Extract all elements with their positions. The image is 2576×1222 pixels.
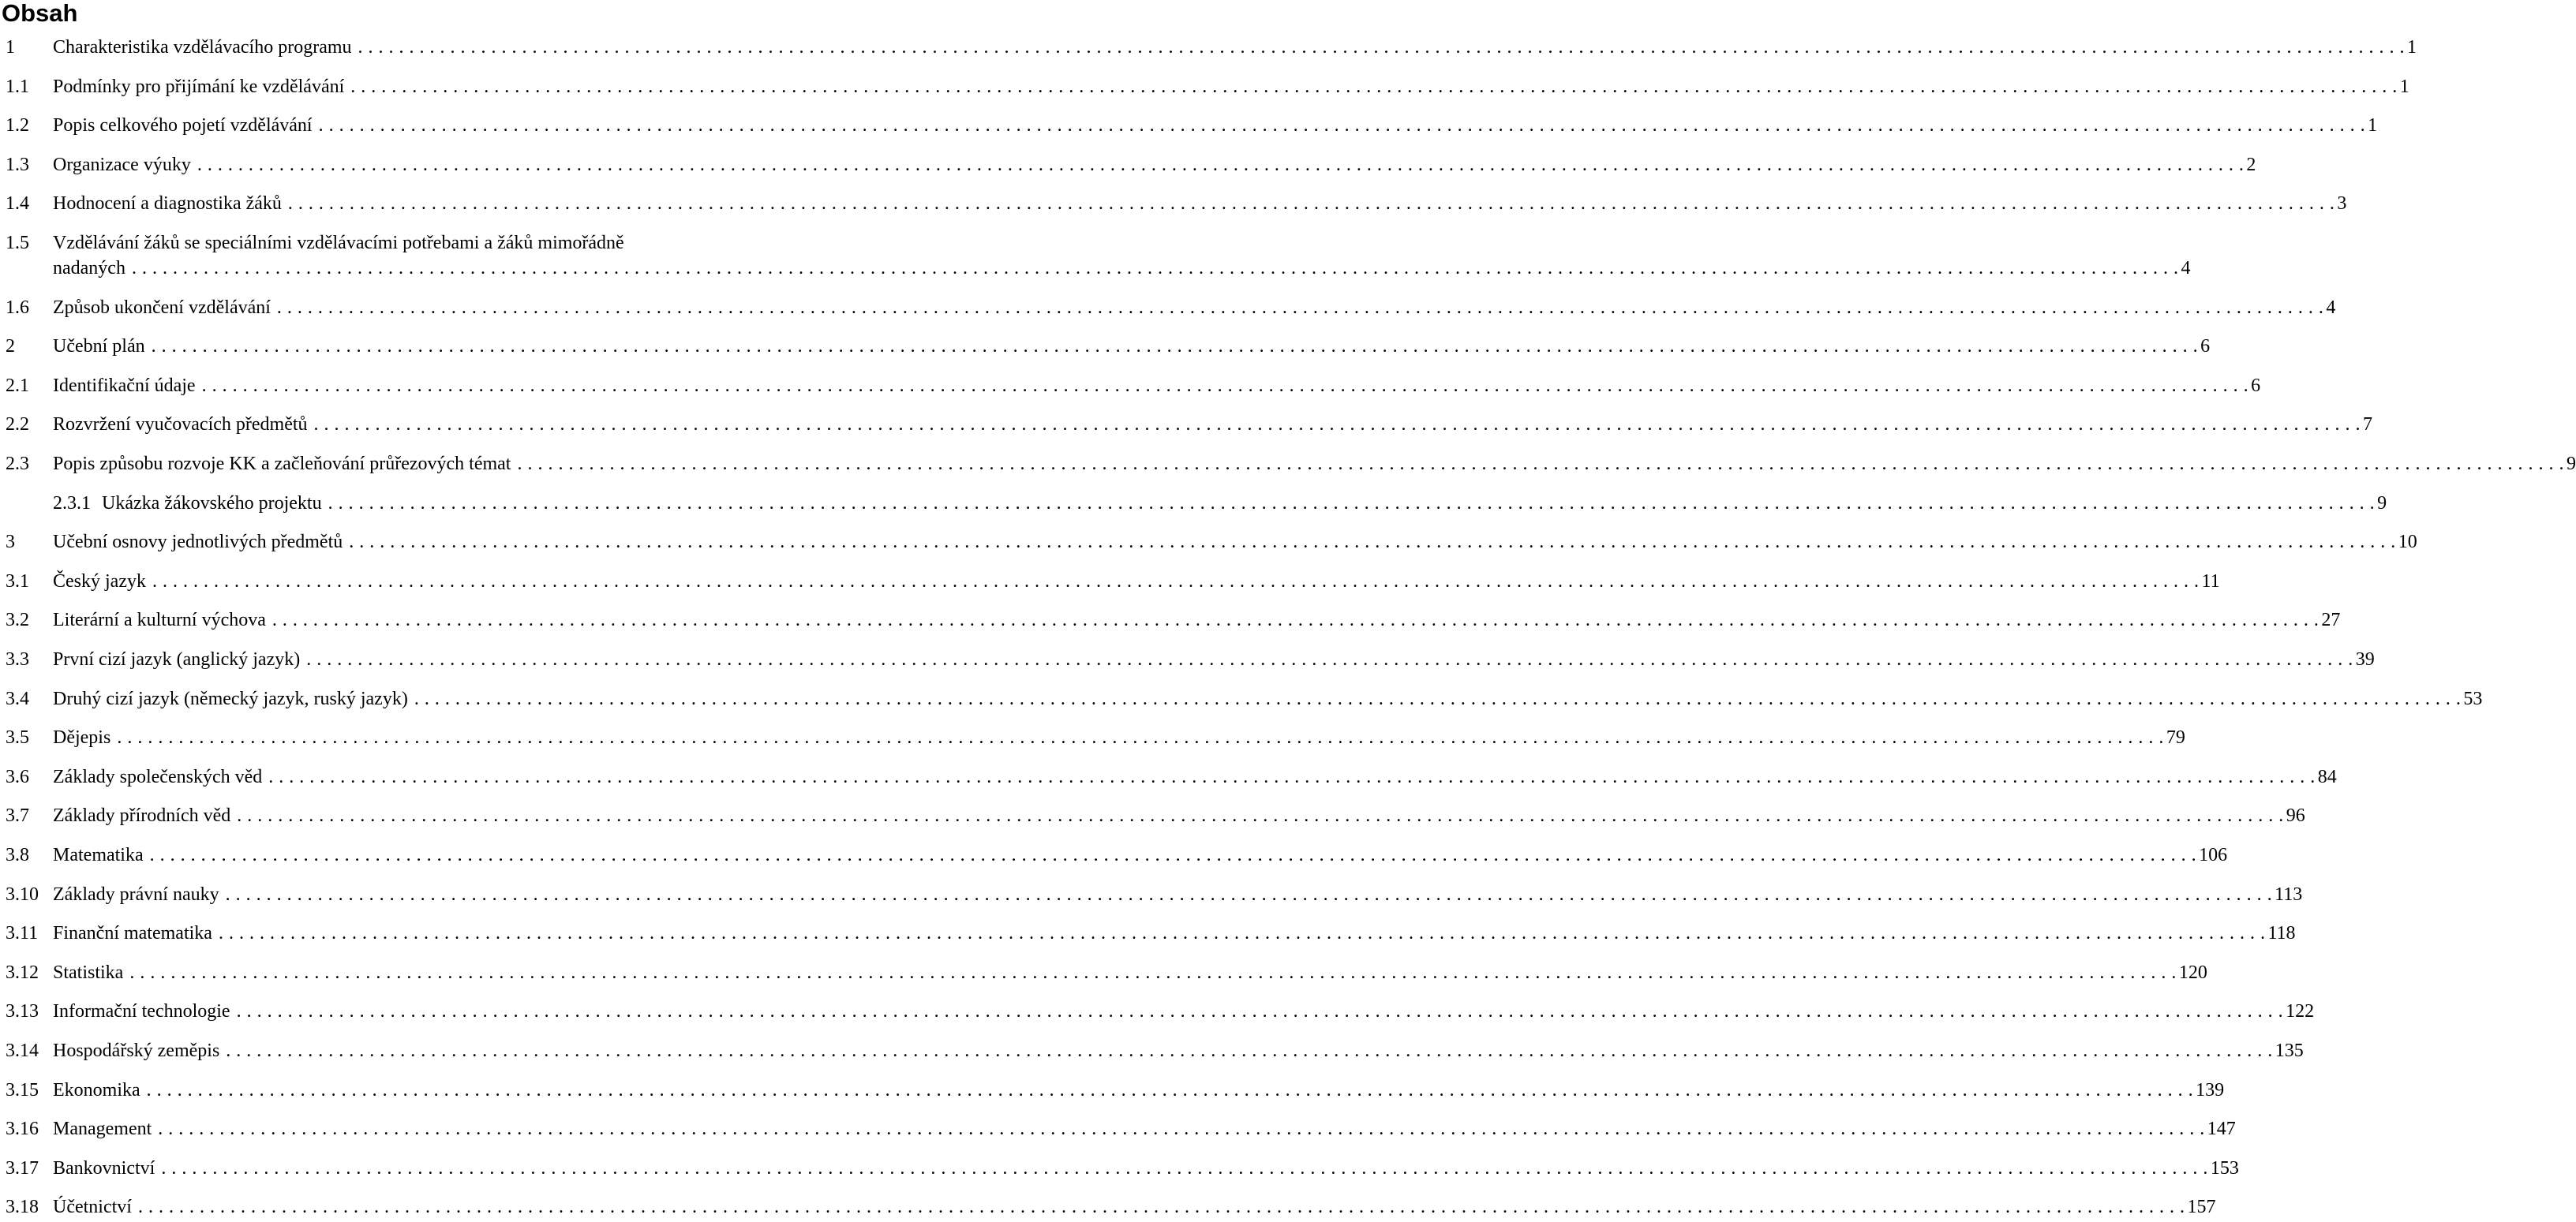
toc-dot-leader: . . . . . . . . . . . . . . . . . . . . . . . . . . . . . . . . . . . . . . . . . . . . . . . . . . . . . . . . . . . . . . . . . . . . . . . . . . . . . . . . . . . . . . . . . . . . . . . . . . . . . . . . . . . . . . . . . . . . . . . . . . . . . . . . . . . . . . . . . . . . . . . . . . . . . . . . . . . . . . . . . . . . . . . . . . . . . . . . . . . . . . . . . . . . . . . . . . . . . . . .	[151, 336, 2199, 357]
toc-dot-leader: . . . . . . . . . . . . . . . . . . . . . . . . . . . . . . . . . . . . . . . . . . . . . . . . . . . . . . . . . . . . . . . . . . . . . . . . . . . . . . . . . . . . . . . . . . . . . . . . . . . . . . . . . . . . . . . . . . . . . . . . . . . . . . . . . . . . . . . . . . . . . . . . . . . . . . . . . . . . . . . . . . . . . . . . . . . . . . . . . . . . . . . . . . . . . . . . . . . . . . . .	[201, 375, 2249, 396]
toc-entry-number: 3.4	[6, 688, 29, 709]
toc-dot-leader: . . . . . . . . . . . . . . . . . . . . . . . . . . . . . . . . . . . . . . . . . . . . . . . . . . . . . . . . . . . . . . . . . . . . . . . . . . . . . . . . . . . . . . . . . . . . . . . . . . . . . . . . . . . . . . . . . . . . . . . . . . . . . . . . . . . . . . . . . . . . . . . . . . . . . . . . . . . . . . . . . . . . . . . . . . . . . . . . . . . . . . . . . . . . . . . . . . . . . . . .	[350, 76, 2398, 97]
toc-entry[interactable]	[0, 883, 2303, 906]
toc-entry-number: 3.11	[6, 923, 39, 944]
toc-entry-title: Základy právní nauky	[53, 884, 219, 905]
toc-entry-page: 139	[2196, 1079, 2225, 1101]
toc-entry-page: 153	[2210, 1157, 2239, 1179]
toc-entry-number: 3.7	[6, 805, 29, 827]
toc-entry[interactable]	[0, 648, 2375, 671]
toc-entry-page: 9	[2566, 454, 2576, 474]
toc-entry-number: 3.15	[6, 1079, 39, 1101]
toc-dot-leader: . . . . . . . . . . . . . . . . . . . . . . . . . . . . . . . . . . . . . . . . . . . . . . . . . . . . . . . . . . . . . . . . . . . . . . . . . . . . . . . . . . . . . . . . . . . . . . . . . . . . . . . . . . . . . . . . . . . . . . . . . . . . . . . . . . . . . . . . . . . . . . . . . . . . . . . . . . . . . . . . . . . . . . . . . . . . . . . . . . . . . . . . . . . . . . . . . . . . . . . .	[268, 766, 2316, 787]
toc-entry-number: 1.3	[6, 154, 29, 175]
toc-dot-leader: . . . . . . . . . . . . . . . . . . . . . . . . . . . . . . . . . . . . . . . . . . . . . . . . . . . . . . . . . . . . . . . . . . . . . . . . . . . . . . . . . . . . . . . . . . . . . . . . . . . . . . . . . . . . . . . . . . . . . . . . . . . . . . . . . . . . . . . . . . . . . . . . . . . . . . . . . . . . . . . . . . . . . . . . . . . . . . . . . . . . . . . . . . . . . . . . . . . . . . . .	[152, 570, 2200, 592]
toc-dot-leader: . . . . . . . . . . . . . . . . . . . . . . . . . . . . . . . . . . . . . . . . . . . . . . . . . . . . . . . . . . . . . . . . . . . . . . . . . . . . . . . . . . . . . . . . . . . . . . . . . . . . . . . . . . . . . . . . . . . . . . . . . . . . . . . . . . . . . . . . . . . . . . . . . . . . . . . . . . . . . . . . . . . . . . . . . . . . . . . . . . . . . . . . . . . . . . . . . . . . . . . .	[349, 532, 2396, 553]
toc-dot-leader: . . . . . . . . . . . . . . . . . . . . . . . . . . . . . . . . . . . . . . . . . . . . . . . . . . . . . . . . . . . . . . . . . . . . . . . . . . . . . . . . . . . . . . . . . . . . . . . . . . . . . . . . . . . . . . . . . . . . . . . . . . . . . . . . . . . . . . . . . . . . . . . . . . . . . . . . . . . . . . . . . . . . . . . . . . . . . . . . . . . . . . . . . . . . . . . . . . . . . . . .	[517, 454, 2564, 474]
toc-entry[interactable]	[0, 1157, 2239, 1180]
toc-dot-leader: . . . . . . . . . . . . . . . . . . . . . . . . . . . . . . . . . . . . . . . . . . . . . . . . . . . . . . . . . . . . . . . . . . . . . . . . . . . . . . . . . . . . . . . . . . . . . . . . . . . . . . . . . . . . . . . . . . . . . . . . . . . . . . . . . . . . . . . . . . . . . . . . . . . . . . . . . . . . . . . . . . . . . . . . . . . . . . . . . . . . . . . . . . . . . . . . . . . . . . . .	[218, 923, 2266, 944]
toc-entry-number: 3.3	[6, 649, 29, 670]
toc-entry-number: 2	[6, 336, 15, 357]
toc-entry-title: Informační technologie	[53, 1001, 230, 1022]
toc-entry[interactable]	[0, 804, 2305, 828]
toc-entry-title: Identifikační údaje	[53, 375, 196, 396]
toc-dot-leader: . . . . . . . . . . . . . . . . . . . . . . . . . . . . . . . . . . . . . . . . . . . . . . . . . . . . . . . . . . . . . . . . . . . . . . . . . . . . . . . . . . . . . . . . . . . . . . . . . . . . . . . . . . . . . . . . . . . . . . . . . . . . . . . . . . . . . . . . . . . . . . . . . . . . . . . . . . . . . . . . . . . . . . . . . . . . . . . . . . . . . . . . . . . . . . . . . . . . . . . .	[226, 1041, 2273, 1061]
toc-entry[interactable]	[0, 1117, 2236, 1141]
toc-entry-title: Organizace výuky	[53, 154, 191, 175]
toc-entry-title: Bankovnictví	[53, 1157, 155, 1179]
toc-entry-page: 1	[2407, 37, 2417, 58]
toc-entry-title: Český jazyk	[53, 570, 146, 592]
toc-entry-title: Ukázka žákovského projektu	[102, 492, 322, 514]
toc-entry-number: 2.2	[6, 414, 29, 435]
toc-dot-leader: . . . . . . . . . . . . . . . . . . . . . . . . . . . . . . . . . . . . . . . . . . . . . . . . . . . . . . . . . . . . . . . . . . . . . . . . . . . . . . . . . . . . . . . . . . . . . . . . . . . . . . . . . . . . . . . . . . . . . . . . . . . . . . . . . . . . . . . . . . . . . . . . . . . . . . . . . . . . . . . . . . . . . . . . . . . . . . . . . . . . . . . . . . . . . . . . . . . . . . . .	[306, 649, 2353, 670]
toc-entry[interactable]	[0, 1039, 2304, 1063]
toc-entry-number: 3.1	[6, 570, 29, 592]
toc-entry-number: 1	[6, 37, 15, 58]
toc-dot-leader: . . . . . . . . . . . . . . . . . . . . . . . . . . . . . . . . . . . . . . . . . . . . . . . . . . . . . . . . . . . . . . . . . . . . . . . . . . . . . . . . . . . . . . . . . . . . . . . . . . . . . . . . . . . . . . . . . . . . . . . . . . . . . . . . . . . . . . . . . . . . . . . . . . . . . . . . . . . . . . . . . . . . . . . . . . . . . . . . . . . . . . . . . . . . . . . . . . . . . . . .	[414, 688, 2462, 709]
toc-entry-title: Matematika	[53, 845, 144, 865]
toc-entry[interactable]	[0, 36, 2417, 59]
toc-entry-page: 53	[2463, 688, 2483, 709]
toc-entry-page: 1	[2399, 76, 2409, 97]
toc-entry-number: 3.14	[6, 1041, 39, 1061]
toc-entry-number: 3.17	[6, 1157, 39, 1179]
toc-entry[interactable]	[0, 413, 2373, 436]
toc-entry-continuation[interactable]	[0, 256, 2191, 280]
toc-entry-title-continued: nadaných	[53, 258, 125, 278]
toc-entry[interactable]	[0, 1078, 2225, 1102]
toc-entry-title: Rozvržení vyučovacích předmětů	[53, 414, 308, 435]
toc-dot-leader: . . . . . . . . . . . . . . . . . . . . . . . . . . . . . . . . . . . . . . . . . . . . . . . . . . . . . . . . . . . . . . . . . . . . . . . . . . . . . . . . . . . . . . . . . . . . . . . . . . . . . . . . . . . . . . . . . . . . . . . . . . . . . . . . . . . . . . . . . . . . . . . . . . . . . . . . . . . . . . . . . . . . . . . . . . . . . . . . . . . . . . . . . . . . . . . . . . . . . . . .	[237, 805, 2284, 827]
toc-dot-leader: . . . . . . . . . . . . . . . . . . . . . . . . . . . . . . . . . . . . . . . . . . . . . . . . . . . . . . . . . . . . . . . . . . . . . . . . . . . . . . . . . . . . . . . . . . . . . . . . . . . . . . . . . . . . . . . . . . . . . . . . . . . . . . . . . . . . . . . . . . . . . . . . . . . . . . . . . . . . . . . . . . . . . . . . . . . . . . . . . . . . . . . . . . . . . . . . . . . . . . . .	[225, 884, 2273, 905]
toc-entry-number: 3	[6, 532, 15, 553]
toc-entry[interactable]	[0, 153, 2256, 177]
toc-entry-number: 3.10	[6, 884, 39, 905]
toc-entry-title: Ekonomika	[53, 1079, 140, 1101]
toc-entry-title: Základy společenských věd	[53, 766, 263, 787]
toc-entry-title: Popis celkového pojetí vzdělávání	[53, 115, 313, 136]
toc-entry-page: 6	[2200, 336, 2211, 357]
toc-entry[interactable]	[0, 608, 2341, 632]
toc-entry-number: 3.18	[6, 1197, 39, 1218]
toc-entry[interactable]	[0, 491, 2387, 515]
toc-entry-title: Učební plán	[53, 336, 145, 357]
toc-entry-number: 2.3	[6, 454, 29, 474]
toc-entry[interactable]	[0, 687, 2483, 711]
toc-dot-leader: . . . . . . . . . . . . . . . . . . . . . . . . . . . . . . . . . . . . . . . . . . . . . . . . . . . . . . . . . . . . . . . . . . . . . . . . . . . . . . . . . . . . . . . . . . . . . . . . . . . . . . . . . . . . . . . . . . . . . . . . . . . . . . . . . . . . . . . . . . . . . . . . . . . . . . . . . . . . . . . . . . . . . . . . . . . . . . . . . . . . . . . . . . . . . . . . . . . . . . . .	[236, 1001, 2284, 1022]
toc-entry-page: 96	[2286, 805, 2305, 827]
toc-entry-page: 6	[2251, 375, 2261, 396]
toc-dot-leader: . . . . . . . . . . . . . . . . . . . . . . . . . . . . . . . . . . . . . . . . . . . . . . . . . . . . . . . . . . . . . . . . . . . . . . . . . . . . . . . . . . . . . . . . . . . . . . . . . . . . . . . . . . . . . . . . . . . . . . . . . . . . . . . . . . . . . . . . . . . . . . . . . . . . . . . . . . . . . . . . . . . . . . . . . . . . . . . . . . . . . . . . . . . . . . . . . . . . . . . .	[137, 1197, 2185, 1218]
toc-dot-leader: . . . . . . . . . . . . . . . . . . . . . . . . . . . . . . . . . . . . . . . . . . . . . . . . . . . . . . . . . . . . . . . . . . . . . . . . . . . . . . . . . . . . . . . . . . . . . . . . . . . . . . . . . . . . . . . . . . . . . . . . . . . . . . . . . . . . . . . . . . . . . . . . . . . . . . . . . . . . . . . . . . . . . . . . . . . . . . . . . . . . . . . . . . . . . . . . . . . . . . . .	[313, 414, 2361, 435]
toc-entry-number: 2.1	[6, 375, 29, 396]
toc-entry[interactable]	[0, 75, 2409, 99]
toc-dot-leader: . . . . . . . . . . . . . . . . . . . . . . . . . . . . . . . . . . . . . . . . . . . . . . . . . . . . . . . . . . . . . . . . . . . . . . . . . . . . . . . . . . . . . . . . . . . . . . . . . . . . . . . . . . . . . . . . . . . . . . . . . . . . . . . . . . . . . . . . . . . . . . . . . . . . . . . . . . . . . . . . . . . . . . . . . . . . . . . . . . . . . . . . . . . . . . . . . . . . . . . .	[197, 154, 2245, 175]
toc-entry-title: Statistika	[53, 962, 124, 983]
toc-dot-leader: . . . . . . . . . . . . . . . . . . . . . . . . . . . . . . . . . . . . . . . . . . . . . . . . . . . . . . . . . . . . . . . . . . . . . . . . . . . . . . . . . . . . . . . . . . . . . . . . . . . . . . . . . . . . . . . . . . . . . . . . . . . . . . . . . . . . . . . . . . . . . . . . . . . . . . . . . . . . . . . . . . . . . . . . . . . . . . . . . . . . . . . . . . . . . . . . . . . . . . . .	[146, 1079, 2194, 1101]
toc-entry-title: Finanční matematika	[53, 923, 212, 944]
toc-entry-title: Podmínky pro přijímání ke vzdělávání	[53, 76, 345, 97]
toc-dot-leader: . . . . . . . . . . . . . . . . . . . . . . . . . . . . . . . . . . . . . . . . . . . . . . . . . . . . . . . . . . . . . . . . . . . . . . . . . . . . . . . . . . . . . . . . . . . . . . . . . . . . . . . . . . . . . . . . . . . . . . . . . . . . . . . . . . . . . . . . . . . . . . . . . . . . . . . . . . . . . . . . . . . . . . . . . . . . . . . . . . . . . . . . . . . . . . . . . . . . . . . .	[158, 1119, 2205, 1140]
toc-entry-title: Dějepis	[53, 727, 111, 749]
toc-entry-number: 3.8	[6, 845, 29, 865]
toc-entry[interactable]	[0, 726, 2185, 749]
toc-entry-page: 1	[2368, 115, 2378, 136]
toc-entry-page: 3	[2337, 193, 2347, 215]
toc-entry-page: 118	[2267, 923, 2296, 944]
toc-entry-page: 120	[2178, 962, 2207, 983]
toc-entry-number: 1.1	[6, 76, 29, 97]
toc-entry-title: Druhý cizí jazyk (německý jazyk, ruský jazyk)	[53, 688, 408, 709]
toc-entry[interactable]	[0, 570, 2220, 593]
toc-entry-page: 4	[2181, 258, 2191, 278]
toc-entry-number: 3.16	[6, 1119, 39, 1140]
toc-entry-page: 4	[2326, 297, 2336, 318]
toc-entry-page: 157	[2187, 1197, 2216, 1218]
toc-entry[interactable]	[0, 1000, 2315, 1023]
toc-dot-leader: . . . . . . . . . . . . . . . . . . . . . . . . . . . . . . . . . . . . . . . . . . . . . . . . . . . . . . . . . . . . . . . . . . . . . . . . . . . . . . . . . . . . . . . . . . . . . . . . . . . . . . . . . . . . . . . . . . . . . . . . . . . . . . . . . . . . . . . . . . . . . . . . . . . . . . . . . . . . . . . . . . . . . . . . . . . . . . . . . . . . . . . . . . . . . . . . . . . . . . . .	[276, 297, 2324, 318]
toc-entry-title: Způsob ukončení vzdělávání	[53, 297, 271, 318]
toc-entry[interactable]	[0, 114, 2378, 137]
toc-entry-number: 3.5	[6, 727, 29, 749]
toc-entry-number: 3.2	[6, 610, 29, 631]
toc-heading: Obsah	[2, 0, 78, 27]
toc-dot-leader: . . . . . . . . . . . . . . . . . . . . . . . . . . . . . . . . . . . . . . . . . . . . . . . . . . . . . . . . . . . . . . . . . . . . . . . . . . . . . . . . . . . . . . . . . . . . . . . . . . . . . . . . . . . . . . . . . . . . . . . . . . . . . . . . . . . . . . . . . . . . . . . . . . . . . . . . . . . . . . . . . . . . . . . . . . . . . . . . . . . . . . . . . . . . . . . . . . . . . . . .	[358, 37, 2406, 58]
toc-entry-title: Hodnocení a diagnostika žáků	[53, 193, 282, 215]
toc-entry-page: 7	[2363, 414, 2373, 435]
toc-dot-leader: . . . . . . . . . . . . . . . . . . . . . . . . . . . . . . . . . . . . . . . . . . . . . . . . . . . . . . . . . . . . . . . . . . . . . . . . . . . . . . . . . . . . . . . . . . . . . . . . . . . . . . . . . . . . . . . . . . . . . . . . . . . . . . . . . . . . . . . . . . . . . . . . . . . . . . . . . . . . . . . . . . . . . . . . . . . . . . . . . . . . . . . . . . . . . . . . . . . . . . . .	[161, 1157, 2208, 1179]
toc-entry[interactable]	[0, 231, 758, 255]
toc-entry-number: 3.13	[6, 1001, 39, 1022]
toc-entry[interactable]	[0, 296, 2336, 320]
toc-entry-title: Management	[53, 1119, 152, 1140]
toc-entry[interactable]	[0, 843, 2228, 867]
toc-dot-leader: . . . . . . . . . . . . . . . . . . . . . . . . . . . . . . . . . . . . . . . . . . . . . . . . . . . . . . . . . . . . . . . . . . . . . . . . . . . . . . . . . . . . . . . . . . . . . . . . . . . . . . . . . . . . . . . . . . . . . . . . . . . . . . . . . . . . . . . . . . . . . . . . . . . . . . . . . . . . . . . . . . . . . . . . . . . . . . . . . . . . . . . . . . . . . . . . . . . . . . . .	[149, 845, 2197, 865]
toc-entry-title: Vzdělávání žáků se speciálními vzdělávacími potřebami a žáků mimořádně	[53, 233, 624, 253]
toc-entry-title: Popis způsobu rozvoje KK a začleňování průřezových témat	[53, 454, 511, 474]
toc-entry-page: 135	[2275, 1041, 2304, 1061]
toc-entry-title: Základy přírodních věd	[53, 805, 231, 827]
toc-entry-page: 9	[2377, 492, 2387, 514]
toc-dot-leader: . . . . . . . . . . . . . . . . . . . . . . . . . . . . . . . . . . . . . . . . . . . . . . . . . . . . . . . . . . . . . . . . . . . . . . . . . . . . . . . . . . . . . . . . . . . . . . . . . . . . . . . . . . . . . . . . . . . . . . . . . . . . . . . . . . . . . . . . . . . . . . . . . . . . . . . . . . . . . . . . . . . . . . . . . . . . . . . . . . . . . . . . . . . . . . . . . . . . . . . .	[328, 492, 2376, 514]
toc-entry-number: 3.6	[6, 766, 29, 787]
toc-entry-page: 113	[2275, 884, 2303, 905]
toc-entry-page: 27	[2321, 610, 2341, 631]
toc-entry-page: 39	[2355, 649, 2375, 670]
toc-entry-page: 147	[2207, 1119, 2236, 1140]
toc-entry-number: 2.3.1	[53, 492, 91, 514]
toc-entry-number: 1.5	[6, 233, 29, 253]
toc-entry-page: 10	[2398, 532, 2417, 553]
toc-entry-title: První cizí jazyk (anglický jazyk)	[53, 649, 301, 670]
toc-entry[interactable]	[0, 961, 2207, 985]
toc-dot-leader: . . . . . . . . . . . . . . . . . . . . . . . . . . . . . . . . . . . . . . . . . . . . . . . . . . . . . . . . . . . . . . . . . . . . . . . . . . . . . . . . . . . . . . . . . . . . . . . . . . . . . . . . . . . . . . . . . . . . . . . . . . . . . . . . . . . . . . . . . . . . . . . . . . . . . . . . . . . . . . . . . . . . . . . . . . . . . . . . . . . . . . . . . . . . . . . . . . . . . . . .	[131, 258, 2179, 278]
toc-entry-number: 1.2	[6, 115, 29, 136]
toc-entry[interactable]	[0, 765, 2337, 789]
toc-entry-page: 79	[2166, 727, 2185, 749]
toc-dot-leader: . . . . . . . . . . . . . . . . . . . . . . . . . . . . . . . . . . . . . . . . . . . . . . . . . . . . . . . . . . . . . . . . . . . . . . . . . . . . . . . . . . . . . . . . . . . . . . . . . . . . . . . . . . . . . . . . . . . . . . . . . . . . . . . . . . . . . . . . . . . . . . . . . . . . . . . . . . . . . . . . . . . . . . . . . . . . . . . . . . . . . . . . . . . . . . . . . . . . . . . .	[318, 115, 2366, 136]
toc-entry[interactable]	[0, 921, 2296, 945]
toc-entry-page: 84	[2317, 766, 2337, 787]
toc-entry[interactable]	[0, 1195, 2216, 1219]
toc-dot-leader: . . . . . . . . . . . . . . . . . . . . . . . . . . . . . . . . . . . . . . . . . . . . . . . . . . . . . . . . . . . . . . . . . . . . . . . . . . . . . . . . . . . . . . . . . . . . . . . . . . . . . . . . . . . . . . . . . . . . . . . . . . . . . . . . . . . . . . . . . . . . . . . . . . . . . . . . . . . . . . . . . . . . . . . . . . . . . . . . . . . . . . . . . . . . . . . . . . . . . . . .	[129, 962, 2177, 983]
toc-entry-number: 3.12	[6, 962, 39, 983]
toc-entry[interactable]	[0, 192, 2347, 215]
toc-entry-title: Literární a kulturní výchova	[53, 610, 266, 631]
toc-dot-leader: . . . . . . . . . . . . . . . . . . . . . . . . . . . . . . . . . . . . . . . . . . . . . . . . . . . . . . . . . . . . . . . . . . . . . . . . . . . . . . . . . . . . . . . . . . . . . . . . . . . . . . . . . . . . . . . . . . . . . . . . . . . . . . . . . . . . . . . . . . . . . . . . . . . . . . . . . . . . . . . . . . . . . . . . . . . . . . . . . . . . . . . . . . . . . . . . . . . . . . . .	[287, 193, 2335, 215]
toc-entry-number: 1.4	[6, 193, 29, 215]
toc-entry-page: 122	[2286, 1001, 2315, 1022]
toc-entry-title: Účetnictví	[53, 1197, 132, 1218]
toc-entry[interactable]	[0, 452, 2576, 476]
toc-dot-leader: . . . . . . . . . . . . . . . . . . . . . . . . . . . . . . . . . . . . . . . . . . . . . . . . . . . . . . . . . . . . . . . . . . . . . . . . . . . . . . . . . . . . . . . . . . . . . . . . . . . . . . . . . . . . . . . . . . . . . . . . . . . . . . . . . . . . . . . . . . . . . . . . . . . . . . . . . . . . . . . . . . . . . . . . . . . . . . . . . . . . . . . . . . . . . . . . . . . . . . . .	[117, 727, 2164, 749]
toc-entry-page: 2	[2246, 154, 2256, 175]
toc-entry-title: Učební osnovy jednotlivých předmětů	[53, 532, 343, 553]
toc-entry[interactable]	[0, 530, 2417, 554]
toc-entry[interactable]	[0, 334, 2211, 358]
toc-dot-leader: . . . . . . . . . . . . . . . . . . . . . . . . . . . . . . . . . . . . . . . . . . . . . . . . . . . . . . . . . . . . . . . . . . . . . . . . . . . . . . . . . . . . . . . . . . . . . . . . . . . . . . . . . . . . . . . . . . . . . . . . . . . . . . . . . . . . . . . . . . . . . . . . . . . . . . . . . . . . . . . . . . . . . . . . . . . . . . . . . . . . . . . . . . . . . . . . . . . . . . . .	[271, 610, 2320, 631]
toc-entry-title: Hospodářský zeměpis	[53, 1041, 220, 1061]
toc-entry[interactable]	[0, 374, 2261, 398]
toc-entry-number: 1.6	[6, 297, 29, 318]
toc-entry-page: 11	[2201, 570, 2220, 592]
toc-entry-title: Charakteristika vzdělávacího programu	[53, 37, 352, 58]
toc-entry-page: 106	[2199, 845, 2228, 865]
